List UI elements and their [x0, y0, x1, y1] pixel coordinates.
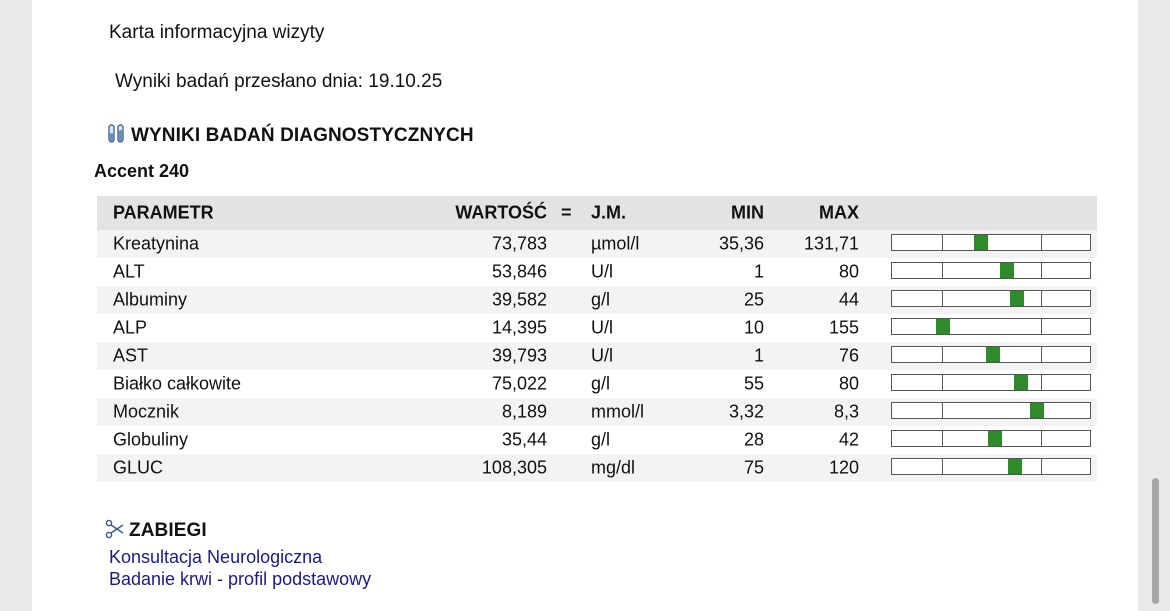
table-body	[97, 230, 1097, 482]
col-unit: J.M.	[591, 202, 627, 223]
gauge-marker	[1014, 375, 1028, 390]
gauge-marker	[986, 347, 1000, 362]
row-value: 75,022	[491, 373, 547, 394]
table-row	[97, 454, 1097, 482]
gauge-tick	[1041, 375, 1042, 390]
table-row	[97, 286, 1097, 314]
row-min: 25	[743, 289, 764, 310]
row-unit: g/l	[591, 429, 611, 450]
procedure-item: Konsultacja Neurologiczna	[109, 547, 323, 567]
range-gauge	[891, 430, 1091, 447]
row-max: 155	[828, 317, 859, 338]
range-gauge	[891, 374, 1091, 391]
row-value: 73,783	[491, 233, 547, 254]
col-eq: =	[561, 202, 572, 223]
gauge-tick	[1041, 459, 1042, 474]
gauge-tick	[1041, 431, 1042, 446]
diagnostics-heading	[107, 124, 474, 150]
row-min: 3,32	[728, 401, 764, 422]
gauge-tick	[942, 375, 943, 390]
row-value: 35,44	[501, 429, 547, 450]
row-max: 120	[828, 457, 859, 478]
test-tubes-icon	[107, 124, 127, 150]
row-max: 42	[838, 429, 859, 450]
gauge-tick	[1041, 347, 1042, 362]
row-min: 55	[743, 373, 764, 394]
table-header	[97, 196, 1097, 230]
row-param: Mocznik	[113, 401, 180, 422]
gauge-marker	[1010, 291, 1024, 306]
row-max: 76	[838, 345, 859, 366]
col-param: PARAMETR	[113, 202, 214, 223]
table-row	[97, 370, 1097, 398]
row-max: 131,71	[803, 233, 859, 254]
gauge-tick	[942, 459, 943, 474]
row-unit: µmol/l	[591, 233, 640, 254]
table-row	[97, 342, 1097, 370]
row-max: 44	[838, 289, 859, 310]
range-gauge	[891, 346, 1091, 363]
row-param: Kreatynina	[113, 233, 200, 254]
row-param: Białko całkowite	[113, 373, 242, 394]
row-value: 39,582	[491, 289, 547, 310]
row-min: 1	[753, 261, 764, 282]
document-page	[32, 0, 1138, 611]
row-value: 53,846	[491, 261, 547, 282]
gauge-marker	[974, 235, 988, 250]
range-gauge	[891, 458, 1091, 475]
row-min: 1	[753, 345, 764, 366]
gauge-marker	[1000, 263, 1014, 278]
row-min: 28	[743, 429, 764, 450]
procedures-heading-text: ZABIEGI	[129, 520, 207, 541]
row-param: ALP	[113, 317, 148, 338]
row-unit: g/l	[591, 289, 611, 310]
range-gauge	[891, 318, 1091, 335]
gauge-marker	[1008, 459, 1022, 474]
range-gauge	[891, 234, 1091, 251]
table-row	[97, 314, 1097, 342]
row-param: Albuminy	[113, 289, 188, 310]
gauge-tick	[942, 403, 943, 418]
row-min: 35,36	[718, 233, 764, 254]
row-value: 39,793	[491, 345, 547, 366]
row-unit: g/l	[591, 373, 611, 394]
gauge-tick	[1041, 263, 1042, 278]
row-param: Globuliny	[113, 429, 189, 450]
table-row	[97, 258, 1097, 286]
row-value: 108,305	[481, 457, 547, 478]
gauge-tick	[1041, 291, 1042, 306]
row-unit: U/l	[591, 261, 613, 282]
row-param: GLUC	[113, 457, 164, 478]
procedures-heading	[105, 519, 207, 545]
diagnostics-heading-text: WYNIKI BADAŃ DIAGNOSTYCZNYCH	[131, 125, 474, 146]
table-row	[97, 398, 1097, 426]
gauge-marker	[936, 319, 950, 334]
row-value: 8,189	[501, 401, 547, 422]
gauge-tick	[942, 235, 943, 250]
gauge-marker	[988, 431, 1002, 446]
row-max: 8,3	[833, 401, 859, 422]
row-max: 80	[838, 261, 859, 282]
col-min: MIN	[731, 202, 764, 223]
gauge-tick	[942, 347, 943, 362]
gauge-marker	[1030, 403, 1044, 418]
scrollbar-thumb[interactable]	[1152, 478, 1159, 604]
table-row	[97, 426, 1097, 454]
gauge-tick	[942, 263, 943, 278]
procedure-item: Badanie krwi - profil podstawowy	[109, 569, 372, 589]
card-title: Karta informacyjna wizyty	[109, 22, 325, 43]
row-unit: mg/dl	[591, 457, 636, 478]
row-max: 80	[838, 373, 859, 394]
gauge-tick	[1041, 235, 1042, 250]
procedures-list	[109, 546, 371, 590]
scissors-icon	[105, 519, 125, 545]
row-param: ALT	[113, 261, 145, 282]
gauge-tick	[942, 291, 943, 306]
col-max: MAX	[819, 202, 859, 223]
table-row	[97, 230, 1097, 258]
row-unit: U/l	[591, 317, 613, 338]
range-gauge	[891, 262, 1091, 279]
results-table	[97, 196, 1097, 482]
gauge-tick	[942, 431, 943, 446]
row-unit: mmol/l	[591, 401, 644, 422]
row-unit: U/l	[591, 345, 613, 366]
row-param: AST	[113, 345, 149, 366]
range-gauge	[891, 402, 1091, 419]
row-min: 10	[743, 317, 764, 338]
col-value: WARTOŚĆ	[455, 202, 547, 223]
gauge-tick	[1041, 319, 1042, 334]
device-name: Accent 240	[94, 161, 190, 181]
row-value: 14,395	[491, 317, 547, 338]
range-gauge	[891, 290, 1091, 307]
results-sent-date: Wyniki badań przesłano dnia: 19.10.25	[115, 71, 443, 92]
row-min: 75	[743, 457, 764, 478]
